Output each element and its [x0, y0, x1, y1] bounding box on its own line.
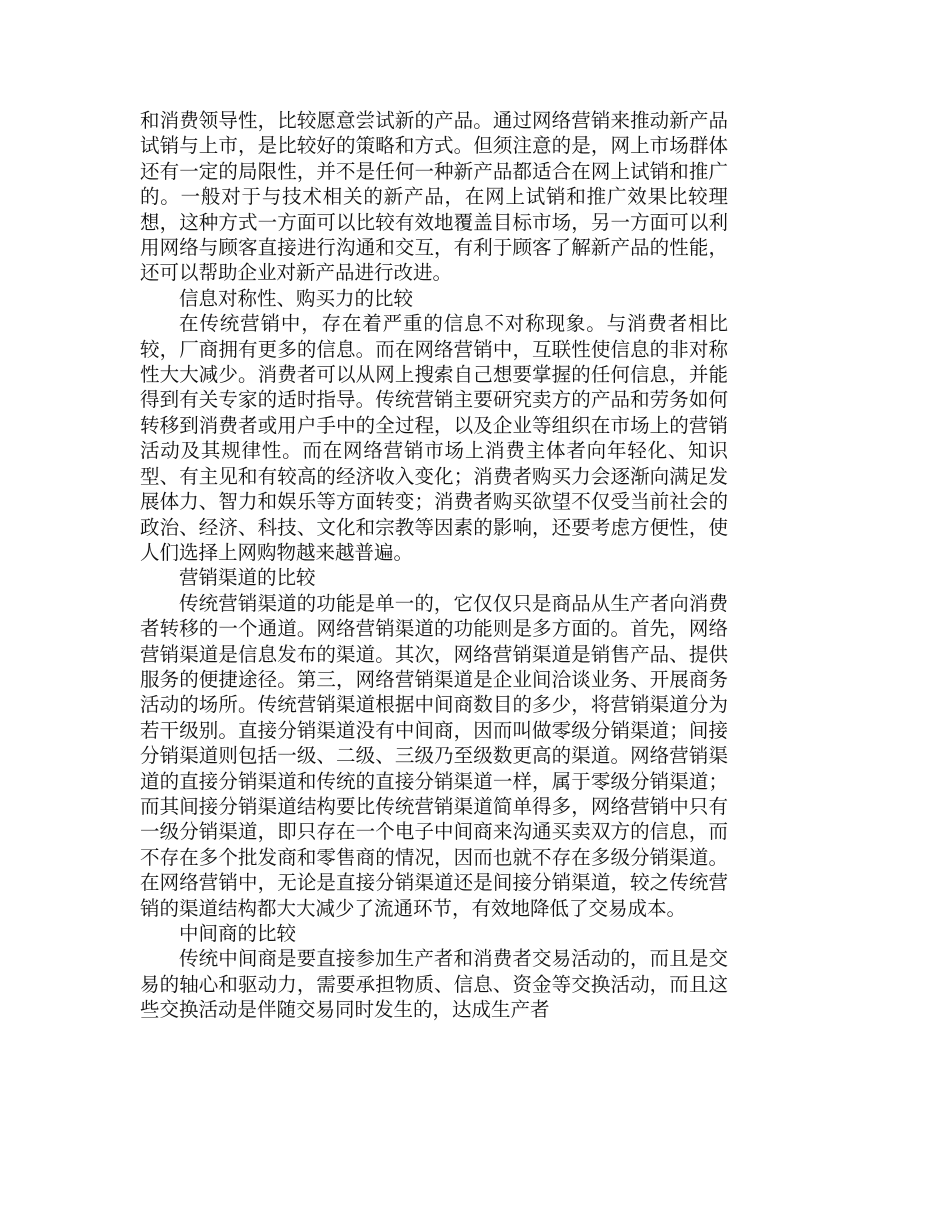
- heading-marketing-channels: 营销渠道的比较: [179, 566, 316, 590]
- document-page: [140, 108, 728, 1023]
- paragraph-marketing-channels: 传统营销渠道的功能是单一的，它仅仅只是商品从生产者向消费者转移的一个通道。网络营销渠道的功能则是多方面的。首先，网络营销渠道是信息发布的渠道。其次，网络营销渠道是销售产品、提供服务的便捷途径。第三，网络营销渠道是企业间洽谈业务、开展商务活动的场所。传统营销渠道根据中间商数目的多少，将营销渠道分为若干级别。直接分销渠道没有中间商，因而叫做零级分销渠道；间接分销渠道则包括一级、二级、三级乃至级数更高的渠道。网络营销渠道的直接分销渠道和传统的直接分销渠道一样，属于零级分销渠道；而其间接分销渠道结构要比传统营销渠道简单得多，网络营销中只有一级分销渠道，即只存在一个电子中间商来沟通买卖双方的信息，而不存在多个批发商和零售商的情况，因而也就不存在多级分销渠道。在网络营销中，无论是直接分销渠道还是间接分销渠道，较之传统营销的渠道结构都大大减少了流通环节，有效地降低了交易成本。: [140, 591, 728, 920]
- paragraph-intermediaries: 传统中间商是要直接参加生产者和消费者交易活动的，而且是交易的轴心和驱动力，需要承担物质、信息、资金等交换活动，而且这些交换活动是伴随交易同时发生的，达成生产者: [140, 947, 728, 1022]
- heading-information-symmetry: 信息对称性、购买力的比较: [179, 286, 414, 310]
- heading-intermediaries: 中间商的比较: [179, 922, 297, 945]
- paragraph-new-product-trial: 和消费领导性，比较愿意尝试新的产品。通过网络营销来推动新产品试销与上市，是比较好的策略和方式。但须注意的是，网上市场群体还有一定的局限性，并不是任何一种新产品都适合在网上试销和推广的。一般对于与技术相关的新产品，在网上试销和推广效果比较理想，这种方式一方面可以比较有效地覆盖目标市场，另一方面可以利用网络与顾客直接进行沟通和交互，有利于顾客了解新产品的性能，还可以帮助企业对新产品进行改进。: [140, 109, 728, 285]
- paragraph-information-symmetry: 在传统营销中，存在着严重的信息不对称现象。与消费者相比较，厂商拥有更多的信息。而在网络营销中，互联性使信息的非对称性大大减少。消费者可以从网上搜索自己想要掌握的任何信息，并能得到有关专家的适时指导。传统营销主要研究卖方的产品和劳务如何转移到消费者或用户手中的全过程，以及企业等组织在市场上的营销活动及其规律性。而在网络营销市场上消费主体者向年轻化、知识型、有主见和有较高的经济收入变化；消费者购买力会逐渐向满足发展体力、智力和娱乐等方面转变；消费者购买欲望不仅受当前社会的政治、经济、科技、文化和宗教等因素的影响，还要考虑方便性，使人们选择上网购物越来越普遍。: [140, 312, 728, 564]
